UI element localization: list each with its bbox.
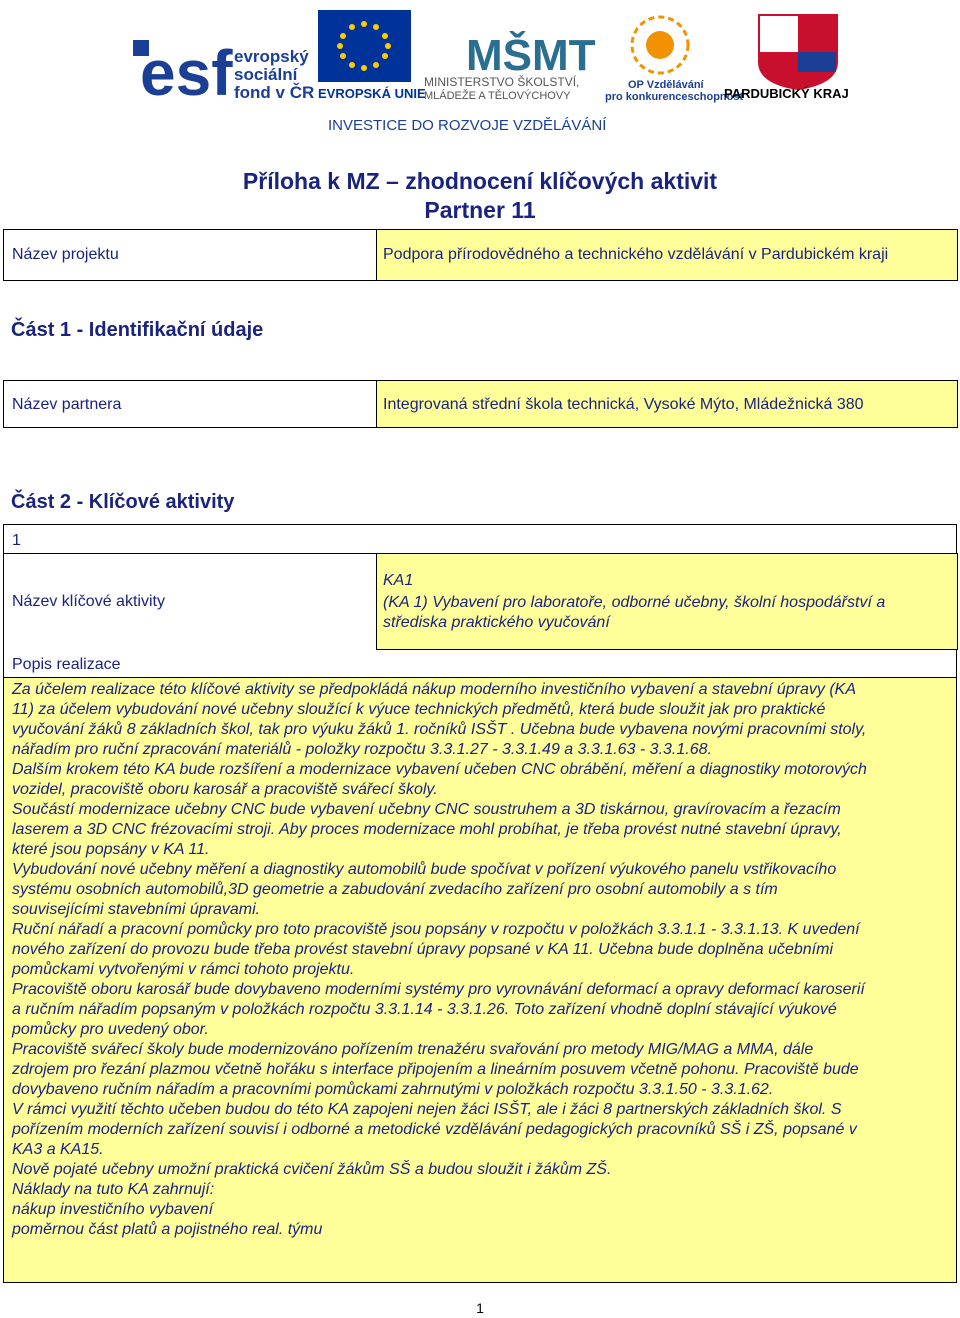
description-line: Ruční nářadí a pracovní pomůcky pro toto pracoviště jsou popsány v rozpočtu v položkách 3.3.1.1 - 3.3.1.13. K uvedení: [12, 921, 860, 938]
description-line: nákup investičního vybavení: [12, 1201, 214, 1218]
description-line: poměrnou část platů a pojistného real. týmu: [12, 1221, 323, 1238]
description-line: vyučování žáků 8 základních škol, tak pro výuku žáků 1. ročníků ISŠT . Učebna bude vybavena novými pracovními stoly,: [12, 721, 867, 738]
description-line: KA3 a KA15.: [12, 1141, 104, 1158]
logo-bar-graphics: [0, 0, 960, 140]
description-line: pomůckami vytvořenými v rámci tohoto projektu.: [12, 961, 355, 978]
description-text: [12, 680, 952, 1240]
description-line: pomůcky pro uvedený obor.: [12, 1021, 209, 1038]
description-line: nového zařízení do provozu bude třeba provést stavební úpravy popsané v KA 11. Učebna bude doplněna učebními: [12, 941, 833, 958]
esf-line-3: fond v ČR: [234, 83, 315, 102]
description-line: dovybaveno ručním nářadím a pracovními pomůckami zahrnutými v položkách rozpočtu 3.3.1.50 - 3.3.1.62.: [12, 1081, 774, 1098]
description-line: Součástí modernizace učebny CNC bude vybavení učebny CNC soustruhem a 3D tiskárnou, gravírovacím a řezacím: [12, 801, 841, 818]
activity-code: KA1: [383, 572, 414, 589]
project-label: Název projektu: [12, 246, 119, 263]
description-line: a ručním nářadím popsaným v položkách rozpočtu 3.3.1.14 - 3.3.1.26. Toto zařízení vhodně doplní stávající výukové: [12, 1001, 837, 1018]
description-line: Pracoviště svářecí školy bude modernizováno pořízením trenažéru svařování pro metody MIG/MAG a MMA, dále: [12, 1041, 814, 1058]
msmt-mark: MŠMT: [466, 31, 596, 80]
partner-table: [3, 380, 957, 428]
project-value: Podpora přírodovědného a technického vzdělávání v Pardubickém kraji: [383, 246, 889, 263]
section-1-heading: Část 1 - Identifikační údaje: [11, 319, 264, 341]
eu-caption: EVROPSKÁ UNIE: [318, 86, 426, 101]
description-line: laserem a 3D CNC frézovacími stroji. Aby proces modernizace mohl probíhat, je třeba provést nutné stavební úpravy,: [12, 821, 842, 838]
eu-flag-logo: [318, 10, 426, 101]
description-line: systému osobních automobilů,3D geometrie a zabudování zvedacího zařízení pro osobní automobily a s tím: [12, 881, 778, 898]
popis-label: Popis realizace: [12, 656, 121, 673]
partner-label: Název partnera: [12, 396, 122, 413]
description-line: V rámci využití těchto učeben budou do této KA zapojeni nejen žáci ISŠT, ale i žáci 8 partnerských základních škol. S: [12, 1101, 842, 1118]
description-line: pořízením moderních zařízení souvisí i odborné a metodické vzdělávání pedagogických pracovníků SŠ i ZŠ, popsané v: [12, 1121, 857, 1138]
description-line: Vybudování nové učebny měření a diagnostiky automobilů bude spočívat v pořízení výukového panelu vstřikovacího: [12, 861, 837, 878]
description-line: Dalším krokem této KA bude rozšíření a modernizace vybavení učeben CNC obrábění, měření a diagnostiky motorových: [12, 761, 867, 778]
description-line: které jsou popsány v KA 11.: [12, 841, 210, 858]
op-line-2: pro konkurenceschopnost: [605, 91, 744, 103]
msmt-logo: [424, 29, 596, 102]
description-line: souvisejícími stavebními úpravami.: [12, 901, 261, 918]
document-subtitle: Partner 11: [424, 197, 536, 223]
description-line: Za účelem realizace této klíčové aktivity se předpokládá nákup moderního investičního vybavení a stavební úpravy (KA: [12, 681, 857, 698]
description-line: nářadím pro ruční zpracování materiálů - položky rozpočtu 3.3.1.27 - 3.3.1.49 a 3.3.1.63 - 3.3.1.68.: [12, 741, 712, 758]
description-line: Náklady na tuto KA zahrnují:: [12, 1181, 215, 1198]
page-number: 1: [476, 1300, 484, 1316]
description-line: Pracoviště oboru karosář bude dovybaveno moderními systémy pro vyrovnávání deformací a opravy deformací karoserií: [12, 981, 865, 998]
esf-logo: [133, 37, 314, 109]
partner-value: Integrovaná střední škola technická, Vysoké Mýto, Mládežnická 380: [383, 396, 864, 413]
tagline: INVESTICE DO ROZVOJE VZDĚLÁVÁNÍ: [328, 117, 607, 134]
activity-table: [3, 524, 957, 1283]
op-line-1: OP Vzdělávání: [628, 79, 704, 91]
description-line: 11) za účelem vybudování nové učebny sloužící k výuce technických předmětů, která bude sloužit jak pro praktické: [12, 701, 826, 718]
document-title: Příloha k MZ – zhodnocení klíčových aktivit: [242, 168, 718, 194]
msmt-line-1: MINISTERSTVO ŠKOLSTVÍ,: [424, 75, 580, 89]
activity-name: [383, 593, 955, 633]
op-logo: [605, 17, 743, 103]
activity-name-label: Název klíčové aktivity: [12, 593, 165, 610]
esf-line-2: sociální: [234, 65, 298, 84]
section-2-heading: Část 2 - Klíčové aktivity: [11, 491, 235, 513]
msmt-line-2: MLÁDEŽE A TĚLOVÝCHOVY: [424, 90, 571, 102]
pardubicky-kraj-logo: [724, 14, 849, 101]
project-table: [3, 229, 957, 281]
description-line: vozidel, pracoviště oboru karosář a pracoviště svářecí školy.: [12, 781, 438, 798]
esf-line-1: evropský: [234, 47, 309, 66]
activity-name-line-1: (KA 1) Vybavení pro laboratoře, odborné učebny, školní hospodářství a: [383, 594, 886, 611]
description-line: zdrojem pro řezání plazmou včetně hořáku s interface připojením a lineárním posuvem včetně pohonu. Pracoviště bude: [12, 1061, 859, 1078]
description-line: Nově pojaté učebny umožní praktická cvičení žákům SŠ a budou sloužit i žákům ZŠ.: [12, 1161, 612, 1178]
logo-bar: [0, 0, 960, 140]
kraj-caption: PARDUBICKÝ KRAJ: [724, 86, 849, 101]
activity-name-line-2: střediska praktického vyučování: [383, 614, 610, 631]
esf-mark: esf: [140, 37, 233, 109]
activity-number: 1: [12, 532, 21, 549]
